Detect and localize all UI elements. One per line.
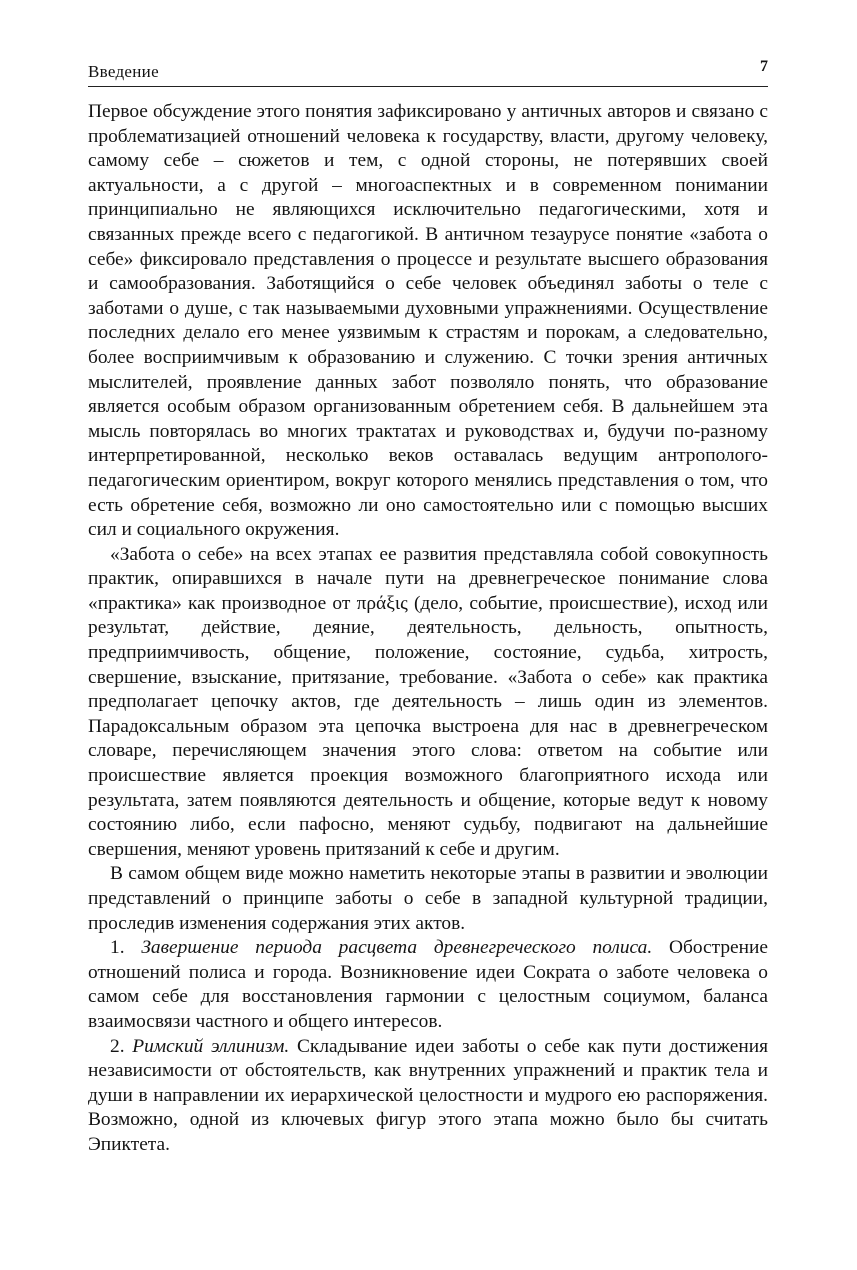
- running-head: Введение: [88, 62, 159, 81]
- paragraph-intro: Первое обсуждение этого понятия зафиксировано у античных авторов и связано с проблематизацией отношений человека к государству, власти, другому человеку, самому себе – сюжетов и тем, с одной стороны, не потерявших своей актуальности, а с другой – многоаспектных и в современном понимании принципиально не являющихся исключительно педагогическими, хотя и связанных прежде всего с педагогикой. В античном тезаурусе понятие «забота о себе» фиксировало представления о процессе и результате высшего образования и самообразования. Заботящийся о себе человек объединял заботы о теле с заботами о душе, с так называемыми духовными упражнениями. Осуществление последних делало его менее уязвимым к страстям и порокам, а следовательно, более восприимчивым к образованию и служению. С точки зрения античных мыслителей, проявление данных забот позволяло понять, что образование является особым образом организованным обретением себя. В дальнейшем эта мысль повторялась во многих трактатах и руководствах и, будучи по-разному интерпретированной, несколько веков оставалась ведущим антрополого-педагогическим ориентиром, вокруг которого менялись представления о том, что есть обретение себя, возможно ли оно самостоятельно или с помощью высших сил и социального окружения.: [88, 101, 768, 541]
- paragraph-practices: «Забота о себе» на всех этапах ее развития представляла собой совокупность практик, опиравшихся в начале пути на древнегреческое понимание слова «практика» как производное от πράξις (дело, событие, происшествие), исход или результат, действие, деяние, деятельность, дельность, опытность, предприимчивость, общение, положение, состояние, судьба, хитрость, свершение, взыскание, притязание, требование. «Забота о себе» как практика предполагает цепочку актов, где деятельность – лишь один из элементов. Парадоксальным образом эта цепочка выстроена для нас в древнегреческом словаре, перечисляющем значения этого слова: ответом на событие или происшествие является проекция возможного благоприятного исхода или результата, затем появляются деятельность и общение, которые ведут к новому состоянию либо, если пафосно, меняют судьбу, подвигают на дальнейшие свершения, меняют уровень притязаний к себе и другим.: [88, 543, 768, 860]
- stage-text: Складывание идеи заботы о себе как пути достижения независимости от обстоятельств, как внутренних упражнений и практик тела и души в направлении их иерархической целостности и мудрого ею распоряжения. Возможно, одной из ключевых фигур этого этапа можно было бы считать Эпиктета.: [88, 1035, 768, 1155]
- stage-text: Обострение отношений полиса и города. Возникновение идеи Сократа о заботе человека о самом себе для восстановления гармонии с целостным социумом, баланса взаимосвязи частного и общего интересов.: [88, 937, 768, 1032]
- stage-title: Римский эллинизм.: [132, 1035, 290, 1057]
- stage-item: [88, 1035, 768, 1158]
- page-number: 7: [760, 58, 768, 75]
- stage-item: [88, 936, 768, 1034]
- stage-number: 2.: [110, 1035, 125, 1057]
- page-header: [88, 56, 768, 87]
- body-text: [88, 100, 768, 1158]
- stage-title: Завершение периода расцвета древнегреческого полиса.: [141, 937, 653, 959]
- paragraph-stages-intro: В самом общем виде можно наметить некоторые этапы в развитии и эволюции представлений о принципе заботы о себе в западной культурной традиции, проследив изменения содержания этих актов.: [88, 863, 768, 934]
- stage-number: 1.: [110, 937, 125, 959]
